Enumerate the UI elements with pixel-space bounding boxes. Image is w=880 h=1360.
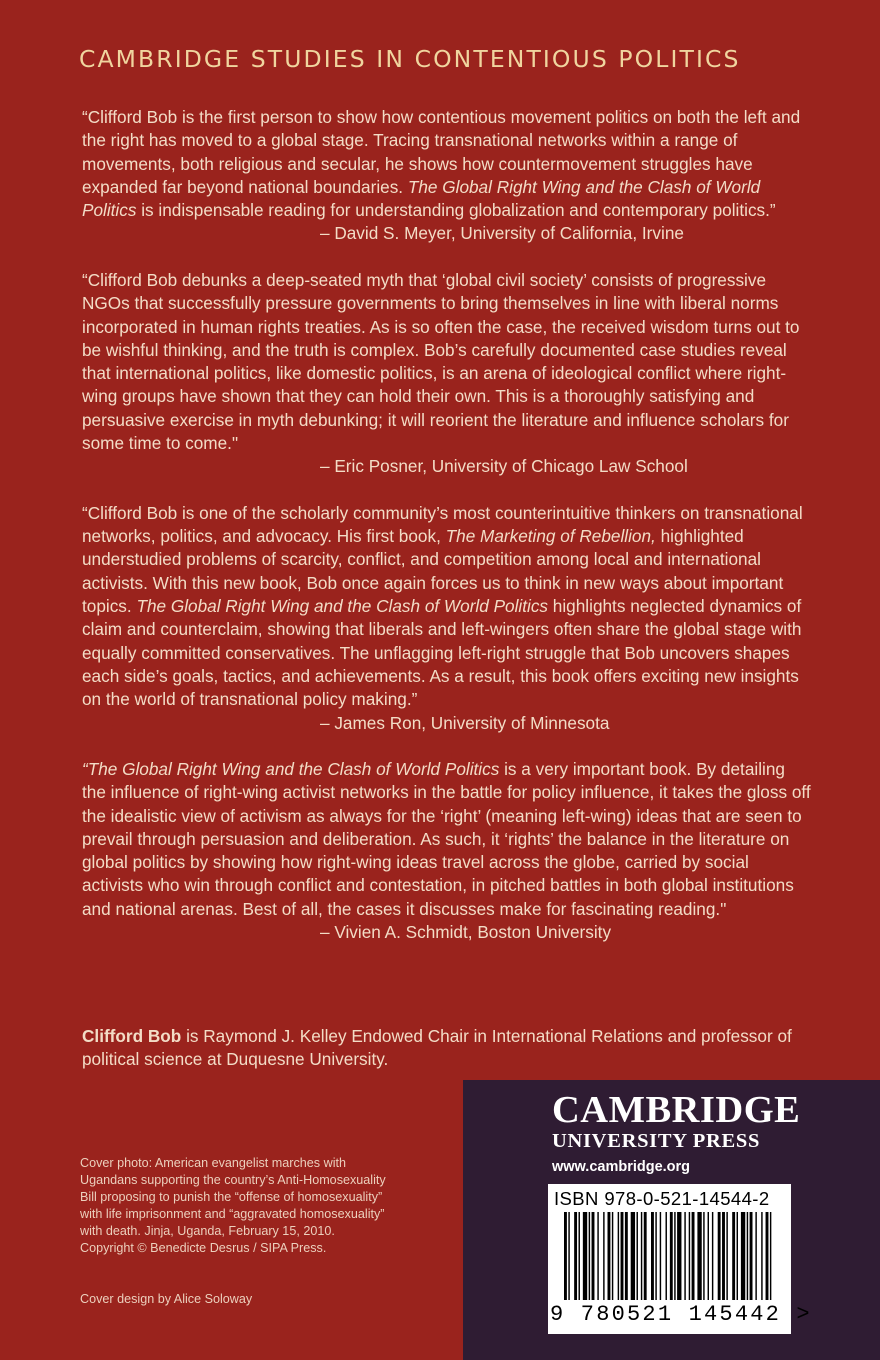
endorsement-text: “The Global Right Wing and the Clash of World Politics is a very important book. By detailing the influence of right-wing activist networks in the battle for policy influence, it takes the gloss off the idealistic view of activism as always for the ‘right’ (meaning left-wing) ideas that are seen to prevail through persuasion and deliberation. As such, it ‘rights’ the balance in the literature on global politics by showing how right-wing ideas travel across the globe, carried by social activists who win through conflict and contestation, in pitched battles in both global institutions and national arenas. Best of all, the cases it discusses make for fascinating reading." [82,758,811,919]
publisher-logo-subtitle: UNIVERSITY PRESS [552,1130,761,1152]
endorsement-meyer [82,106,812,246]
author-name: Clifford Bob [82,1026,182,1046]
barcode-digits: 9 780521 145442 > [550,1302,812,1327]
endorsements [82,106,812,968]
endorsement-posner [82,269,812,479]
endorsement-text: “Clifford Bob is the first person to show how contentious movement politics on both the left and the right has moved to a global stage. Tracing transnational networks within a range of movements, both religious and secular, he shows how countermovement struggles have expanded far beyond national boundaries. The Global Right Wing and the Clash of World Politics is indispensable reading for understanding globalization and contemporary politics.” [82,107,801,221]
endorsement-ron [82,502,812,735]
endorsement-attribution: – David S. Meyer, University of California, Irvine [320,223,684,244]
endorsement-attribution: – Eric Posner, University of Chicago Law School [320,456,688,477]
publisher-logo-name: CAMBRIDGE [552,1089,801,1131]
isbn-label: ISBN 978-0-521-14544-2 [554,1188,770,1209]
endorsement-text: “Clifford Bob is one of the scholarly community’s most counterintuitive thinkers on transnational networks, politics, and advocacy. His first book, The Marketing of Rebellion, highlighted understudied problems of scarcity, conflict, and competition among local and international activists. With this new book, Bob once again forces us to think in new ways about important topics. The Global Right Wing and the Clash of World Politics highlights neglected dynamics of claim and counterclaim, showing that liberals and left-wingers often share the global stage with equally committed conservatives. The unflagging left-right struggle that Bob uncovers shapes each side’s goals, tactics, and achievements. As a result, this book offers exciting new insights on the world of transnational policy making.” [82,502,803,710]
series-title: CAMBRIDGE STUDIES IN CONTENTIOUS POLITICS [79,45,741,73]
isbn-barcode-block [548,1184,812,1334]
cover-photo-credit [80,1155,400,1256]
photo-copyright: Copyright © Benedicte Desrus / SIPA Press. [80,1240,327,1255]
endorsement-schmidt [82,758,812,944]
publisher-url[interactable]: www.cambridge.org [552,1159,691,1175]
author-bio: Clifford Bob is Raymond J. Kelley Endowed Chair in International Relations and professor of political science at Duquesne University. [82,1026,792,1070]
endorsement-attribution: – James Ron, University of Minnesota [320,712,610,733]
photo-caption: Cover photo: American evangelist marches with Ugandans supporting the country’s Anti-Homosexuality Bill proposing to punish the “offense of homosexuality” with life imprisonment and “aggravated homosexuality” with death. Jinja, Uganda, February 15, 2010. [80,1156,386,1238]
cover-design-credit: Cover design by Alice Soloway [80,1292,253,1306]
barcode-icon [556,1212,778,1302]
publisher-panel [463,1080,880,1360]
endorsement-text: “Clifford Bob debunks a deep-seated myth that ‘global civil society’ consists of progressive NGOs that successfully pressure governments to bring themselves in line with liberal norms incorporated in human rights treaties. As is so often the case, the received wisdom turns out to be wishful thinking, and the truth is complex. Bob’s carefully documented case studies reveal that international politics, like domestic politics, is an arena of ideological conflict where right-wing groups have shown that they can hold their own. This is a thoroughly satisfying and persuasive exercise in myth debunking; it will reorient the literature and influence scholars for some time to come." [82,269,800,454]
endorsement-attribution: – Vivien A. Schmidt, Boston University [320,922,612,943]
